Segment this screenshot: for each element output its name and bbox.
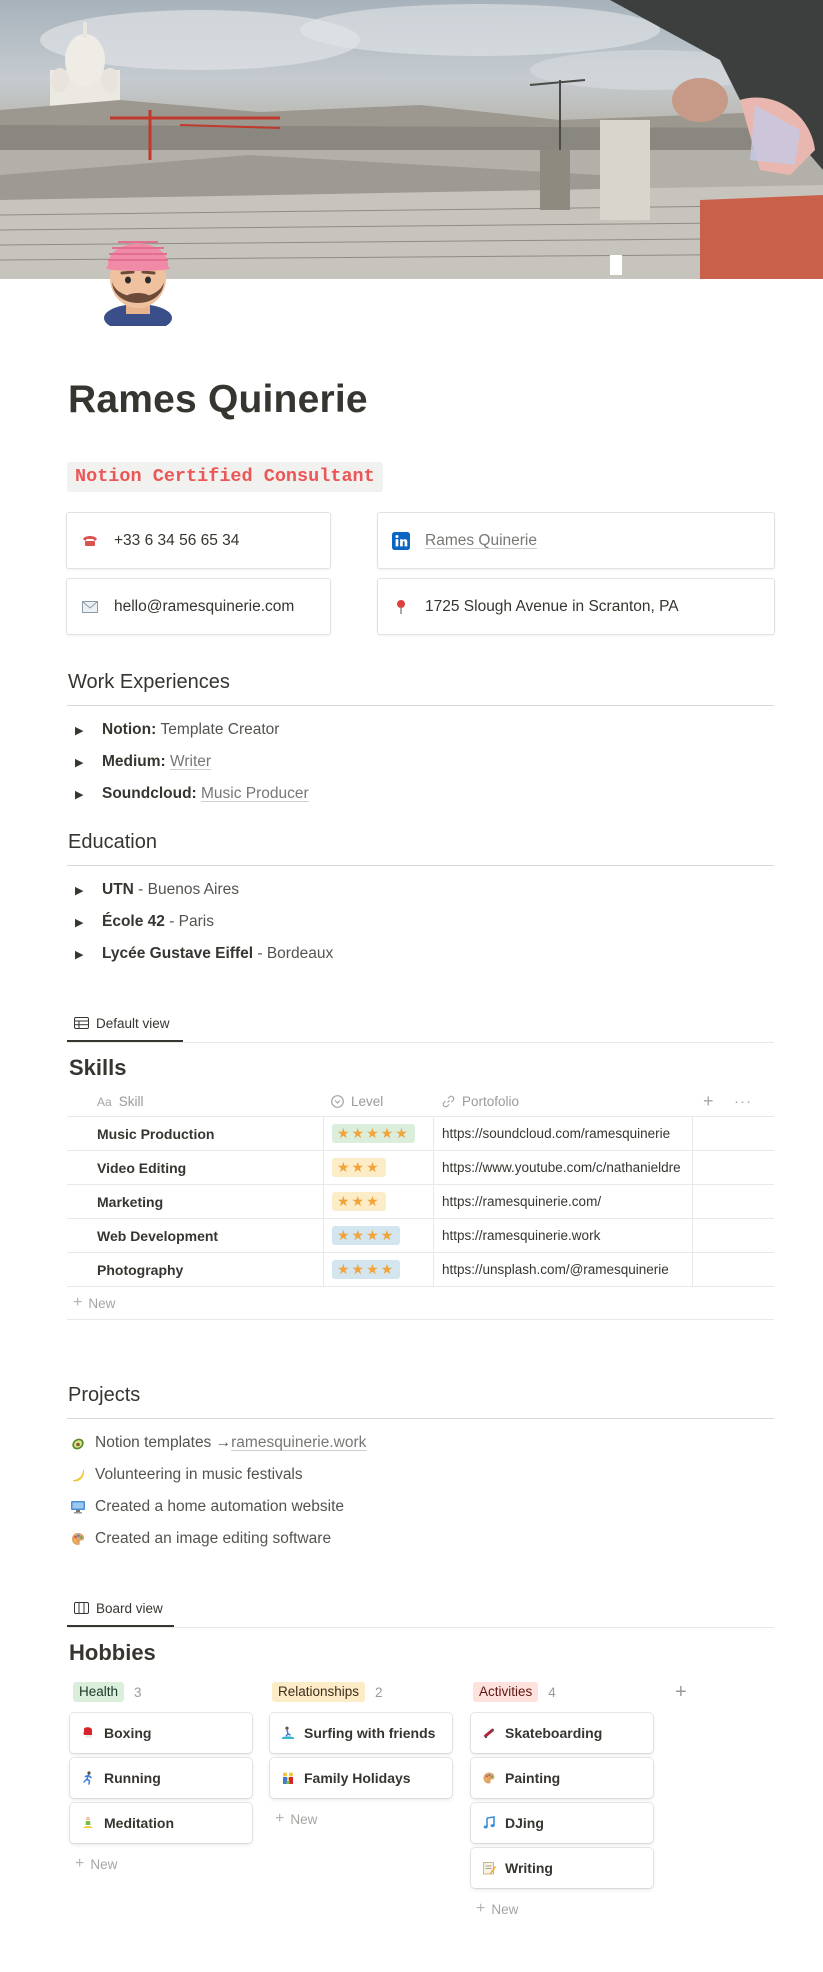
tab-label: Board view bbox=[96, 1600, 163, 1616]
phone-callout[interactable] bbox=[66, 512, 331, 569]
column-label: Skill bbox=[118, 1094, 144, 1109]
table-row[interactable] bbox=[67, 1185, 774, 1219]
board-column-activities[interactable] bbox=[473, 1681, 556, 1703]
board-card[interactable] bbox=[270, 1758, 452, 1798]
skill-name[interactable]: Photography bbox=[97, 1261, 184, 1278]
toggle-item[interactable] bbox=[67, 877, 239, 903]
email-address: hello@ramesquinerie.com bbox=[114, 597, 295, 615]
card-title: Surfing with friends bbox=[304, 1725, 436, 1741]
project-link[interactable]: ramesquinerie.work bbox=[231, 1434, 367, 1451]
column-label: Portofolio bbox=[462, 1094, 520, 1109]
school-city: - Buenos Aires bbox=[138, 881, 239, 898]
email-callout[interactable] bbox=[66, 578, 331, 635]
card-title: Meditation bbox=[104, 1815, 174, 1831]
new-card-button[interactable] bbox=[476, 1898, 518, 1920]
school-name: École 42 bbox=[102, 913, 165, 930]
plus-icon: + bbox=[73, 1294, 83, 1311]
level-tag: ★★★★★ bbox=[332, 1124, 415, 1143]
toggle-item[interactable] bbox=[67, 909, 214, 935]
work-divider bbox=[67, 705, 774, 706]
card-title: Family Holidays bbox=[304, 1770, 411, 1786]
board-column-relationships[interactable] bbox=[272, 1681, 383, 1703]
projects-divider bbox=[67, 1418, 774, 1419]
avatar bbox=[98, 226, 178, 326]
column-count: 2 bbox=[375, 1684, 383, 1700]
tab-label: Default view bbox=[96, 1015, 170, 1031]
school-name: Lycée Gustave Eiffel bbox=[102, 945, 254, 962]
board-card[interactable] bbox=[471, 1803, 653, 1843]
avocado-icon bbox=[69, 1435, 87, 1451]
toggle-triangle-icon[interactable]: ▶ bbox=[75, 788, 84, 801]
list-item bbox=[67, 1526, 331, 1552]
skateboard-icon bbox=[481, 1725, 497, 1741]
toggle-triangle-icon[interactable]: ▶ bbox=[75, 916, 84, 929]
work-company: Notion: bbox=[102, 721, 157, 738]
card-title: DJing bbox=[505, 1815, 544, 1831]
more-options-button[interactable]: ··· bbox=[734, 1093, 752, 1110]
skill-name[interactable]: Web Development bbox=[97, 1227, 219, 1244]
board-card[interactable] bbox=[70, 1713, 252, 1753]
work-role-link[interactable]: Writer bbox=[170, 753, 212, 770]
level-tag: ★★★★ bbox=[332, 1226, 400, 1245]
new-card-button[interactable] bbox=[275, 1808, 317, 1830]
column-tag: Relationships bbox=[272, 1682, 365, 1702]
level-tag: ★★★★ bbox=[332, 1260, 400, 1279]
tab-default-view[interactable] bbox=[67, 1009, 177, 1037]
text-property-icon: Aa bbox=[97, 1094, 112, 1109]
level-tag: ★★★ bbox=[332, 1158, 386, 1177]
pin-icon bbox=[392, 598, 410, 616]
toggle-item[interactable] bbox=[67, 717, 279, 743]
list-item bbox=[67, 1430, 366, 1456]
board-card[interactable] bbox=[471, 1848, 653, 1888]
table-row[interactable] bbox=[67, 1117, 774, 1151]
add-group-button[interactable]: + bbox=[675, 1681, 687, 1703]
card-title: Writing bbox=[505, 1860, 553, 1876]
projects-heading: Projects bbox=[68, 1384, 141, 1406]
hobbies-title: Hobbies bbox=[69, 1640, 156, 1665]
work-company: Soundcloud: bbox=[102, 785, 197, 802]
skill-name[interactable]: Marketing bbox=[97, 1193, 164, 1210]
level-tag: ★★★ bbox=[332, 1192, 386, 1211]
linkedin-link[interactable]: Rames Quinerie bbox=[425, 531, 537, 549]
board-column-health[interactable] bbox=[73, 1681, 142, 1703]
column-tag: Health bbox=[73, 1682, 124, 1702]
column-count: 4 bbox=[548, 1684, 556, 1700]
column-label: Level bbox=[351, 1094, 384, 1109]
card-title: Boxing bbox=[104, 1725, 152, 1741]
board-card[interactable] bbox=[70, 1803, 252, 1843]
plus-icon: + bbox=[275, 1810, 285, 1827]
level-cell[interactable] bbox=[323, 1185, 434, 1218]
music-note-icon bbox=[481, 1815, 497, 1831]
portfolio-url[interactable]: https://soundcloud.com/ramesquinerie bbox=[434, 1117, 693, 1150]
project-text: Notion templates → bbox=[95, 1434, 232, 1451]
level-cell[interactable] bbox=[323, 1253, 434, 1286]
computer-icon bbox=[69, 1499, 87, 1515]
column-tag: Activities bbox=[473, 1682, 538, 1702]
phone-number: +33 6 34 56 65 34 bbox=[114, 531, 240, 549]
toggle-triangle-icon[interactable]: ▶ bbox=[75, 756, 84, 769]
envelope-icon bbox=[81, 598, 99, 616]
page-title: Rames Quinerie bbox=[68, 378, 368, 421]
skills-table-header bbox=[67, 1086, 774, 1117]
portfolio-url[interactable]: https://unsplash.com/@ramesquinerie bbox=[434, 1253, 693, 1286]
work-heading: Work Experiences bbox=[68, 671, 230, 693]
skill-name[interactable]: Music Production bbox=[97, 1125, 215, 1142]
linkedin-icon bbox=[392, 532, 410, 550]
new-label: New bbox=[290, 1811, 318, 1827]
linkedin-callout[interactable] bbox=[377, 512, 775, 569]
board-card[interactable] bbox=[70, 1758, 252, 1798]
table-row[interactable] bbox=[67, 1151, 774, 1185]
toggle-triangle-icon[interactable]: ▶ bbox=[75, 724, 84, 737]
memo-icon bbox=[481, 1860, 497, 1876]
portfolio-url[interactable]: https://www.youtube.com/c/nathanieldre bbox=[434, 1151, 693, 1184]
toggle-triangle-icon[interactable]: ▶ bbox=[75, 948, 84, 961]
list-item bbox=[67, 1462, 303, 1488]
new-label: New bbox=[491, 1901, 519, 1917]
add-property-button[interactable]: + bbox=[703, 1091, 714, 1111]
address-callout[interactable] bbox=[377, 578, 775, 635]
card-title: Painting bbox=[505, 1770, 561, 1786]
tab-bar-divider bbox=[67, 1627, 774, 1628]
level-cell[interactable] bbox=[323, 1117, 434, 1150]
level-cell[interactable] bbox=[323, 1151, 434, 1184]
education-heading: Education bbox=[68, 831, 157, 853]
work-role-link[interactable]: Music Producer bbox=[201, 785, 309, 802]
telephone-icon bbox=[81, 532, 99, 550]
boxing-glove-icon bbox=[80, 1725, 96, 1741]
toggle-item[interactable] bbox=[67, 781, 309, 807]
surfer-icon bbox=[280, 1725, 296, 1741]
project-text: Created a home automation website bbox=[95, 1498, 345, 1515]
link-property-icon bbox=[442, 1095, 455, 1108]
table-icon bbox=[74, 1017, 89, 1029]
column-count: 3 bbox=[134, 1684, 142, 1700]
project-text: Created an image editing software bbox=[95, 1530, 332, 1547]
address: 1725 Slough Avenue in Scranton, PA bbox=[425, 597, 679, 615]
board-card[interactable] bbox=[471, 1713, 653, 1753]
plus-icon: + bbox=[476, 1900, 486, 1917]
column-header-skill[interactable] bbox=[97, 1086, 143, 1117]
card-title: Running bbox=[104, 1770, 161, 1786]
certification-badge: Notion Certified Consultant bbox=[67, 462, 383, 492]
board-icon bbox=[74, 1602, 89, 1614]
meditation-icon bbox=[80, 1815, 96, 1831]
tab-bar-divider bbox=[67, 1042, 774, 1043]
skills-title: Skills bbox=[69, 1055, 127, 1080]
new-row-button[interactable] bbox=[67, 1287, 774, 1320]
school-name: UTN bbox=[102, 881, 134, 898]
new-card-button[interactable] bbox=[75, 1853, 117, 1875]
portfolio-url[interactable]: https://ramesquinerie.work bbox=[434, 1219, 693, 1252]
tab-board-view[interactable] bbox=[67, 1594, 170, 1622]
banana-icon bbox=[69, 1467, 87, 1483]
board-card[interactable] bbox=[270, 1713, 452, 1753]
runner-icon bbox=[80, 1770, 96, 1786]
work-role: Template Creator bbox=[160, 721, 280, 738]
new-label: New bbox=[90, 1856, 118, 1872]
column-header-portfolio[interactable] bbox=[442, 1086, 519, 1117]
skill-name[interactable]: Video Editing bbox=[97, 1159, 187, 1176]
new-label: New bbox=[88, 1295, 116, 1311]
table-row[interactable] bbox=[67, 1253, 774, 1287]
toggle-item[interactable] bbox=[67, 941, 333, 967]
table-row[interactable] bbox=[67, 1219, 774, 1253]
palette-icon bbox=[69, 1531, 87, 1547]
column-header-level[interactable] bbox=[331, 1086, 383, 1117]
select-property-icon bbox=[331, 1095, 344, 1108]
palette-icon bbox=[481, 1770, 497, 1786]
plus-icon: + bbox=[75, 1855, 85, 1872]
school-city: - Bordeaux bbox=[257, 945, 334, 962]
toggle-item[interactable] bbox=[67, 749, 211, 775]
list-item bbox=[67, 1494, 344, 1520]
work-company: Medium: bbox=[102, 753, 166, 770]
school-city: - Paris bbox=[169, 913, 215, 930]
project-text: Volunteering in music festivals bbox=[95, 1466, 303, 1483]
board-card[interactable] bbox=[471, 1758, 653, 1798]
portfolio-url[interactable]: https://ramesquinerie.com/ bbox=[434, 1185, 693, 1218]
family-icon bbox=[280, 1770, 296, 1786]
education-divider bbox=[67, 865, 774, 866]
level-cell[interactable] bbox=[323, 1219, 434, 1252]
toggle-triangle-icon[interactable]: ▶ bbox=[75, 884, 84, 897]
card-title: Skateboarding bbox=[505, 1725, 603, 1741]
